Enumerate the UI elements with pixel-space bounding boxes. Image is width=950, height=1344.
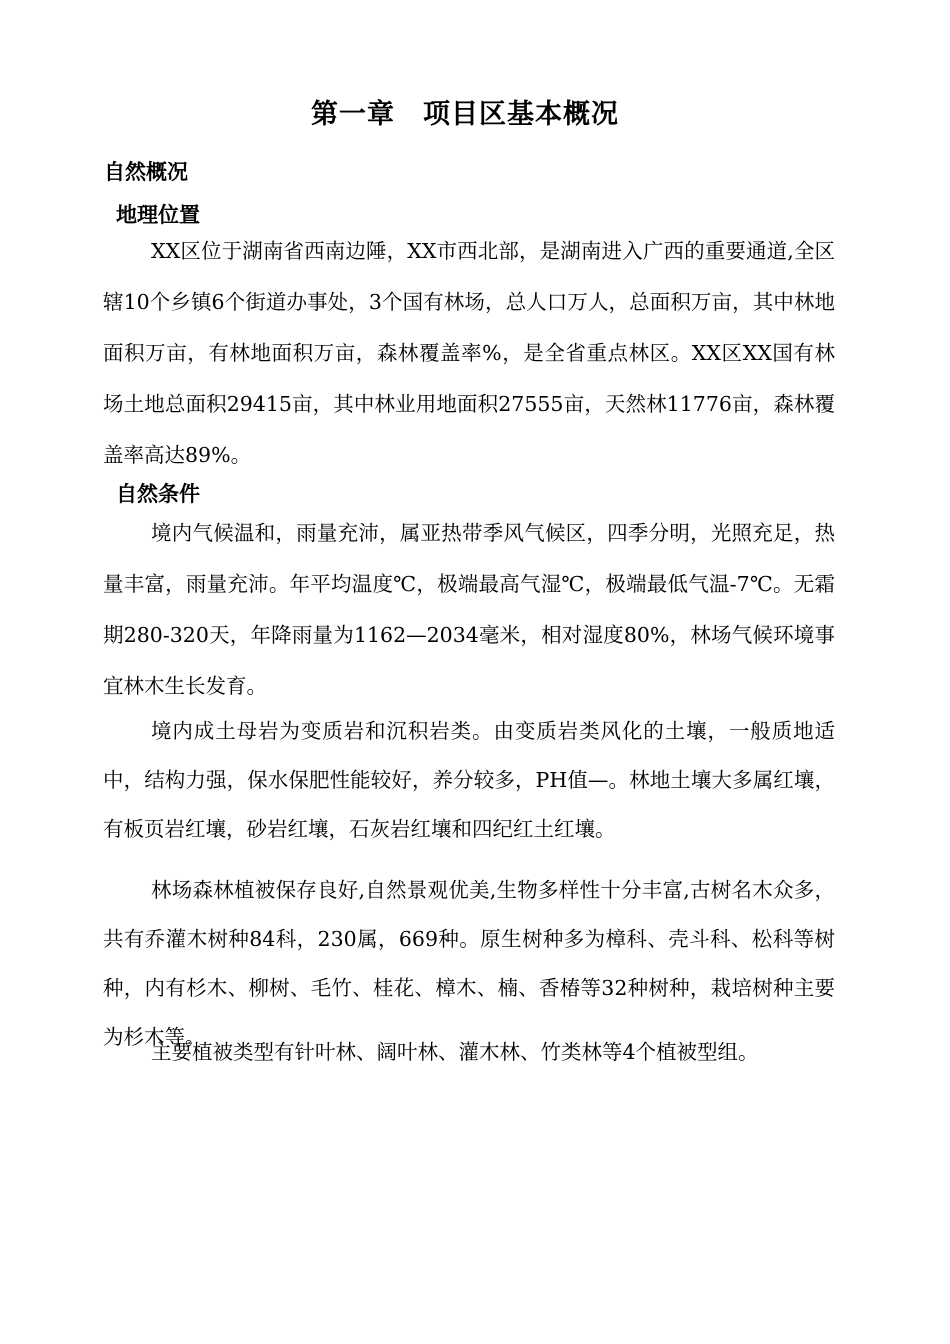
vegetation-types-paragraph: 主要植被类型有针叶林、阔叶林、灌木林、竹类林等4个植被型组。 (151, 1040, 759, 1064)
section-heading: 自然概况 (104, 160, 188, 184)
vegetation-paragraph: 林场森林植被保存良好,自然景观优美,生物多样性十分丰富,古树名木众多，共有乔灌木树种84科，230属，669种。原生树种多为樟科、壳斗科、松科等树种，内有杉木、柳树、毛竹、桂花、樟木、楠、香椿等32种树种，栽培树种主要为杉木等。 (103, 878, 835, 1049)
geo-heading: 地理位置 (116, 203, 200, 227)
climate-paragraph: 境内气候温和，雨量充沛，属亚热带季风气候区，四季分明，光照充足，热量丰富，雨量充沛。年平均温度℃，极端最高气湿℃，极端最低气温-7℃。无霜期280-320天，年降雨量为1162—2034毫米，相对湿度80%，林场气候环境事宜林木生长发育。 (103, 521, 835, 698)
soil-paragraph: 境内成土母岩为变质岩和沉积岩类。由变质岩类风化的土壤，一般质地适中，结构力强，保水保肥性能较好，养分较多，PH值—。林地土壤大多属红壤，有板页岩红壤，砂岩红壤，石灰岩红壤和四纪红土红壤。 (103, 719, 835, 841)
chapter-title: 第一章 项目区基本概况 (311, 99, 619, 130)
nature-heading: 自然条件 (116, 482, 200, 506)
geo-paragraph: XX区位于湖南省西南边陲，XX市西北部，是湖南进入广西的重要通道,全区辖10个乡镇6个街道办事处，3个国有林场，总人口万人，总面积万亩，其中林地面积万亩，有林地面积万亩，森林覆盖率%，是全省重点林区。XX区XX国有林场土地总面积29415亩，其中林业用地面积27555亩，天然林11776亩，森林覆盖率高达89%。 (103, 239, 835, 467)
